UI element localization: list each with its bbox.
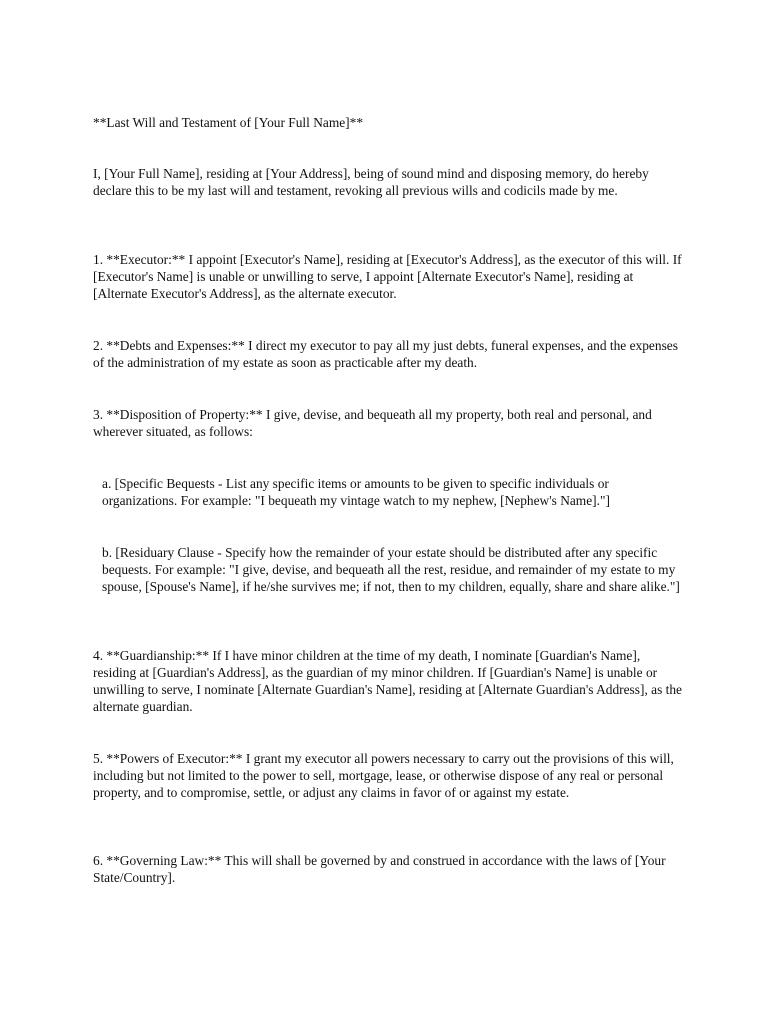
specific-bequests-clause: a. [Specific Bequests - List any specific items or amounts to be given to specific individuals or organizations. For example: "I bequeath my vintage watch to my nephew, [Nephew's Name]."] — [102, 476, 610, 508]
governing-law-clause: 6. **Governing Law:** This will shall be governed by and construed in accordance with the laws of [Your State/Country]. — [93, 853, 666, 885]
disposition-clause: 3. **Disposition of Property:** I give, devise, and bequeath all my property, both real and personal, and wherever situated, as follows: — [93, 407, 652, 439]
residuary-clause: b. [Residuary Clause - Specify how the remainder of your estate should be distributed after any specific bequests. For example: "I give, devise, and bequeath all the rest, residue, and remainder of my estate to my spouse, [Spouse's Name], if he/she survives me; if not, then to my children, equally, share and share alike."] — [102, 545, 680, 594]
document-title: **Last Will and Testament of [Your Full Name]** — [93, 115, 364, 130]
debts-clause: 2. **Debts and Expenses:** I direct my executor to pay all my just debts, funeral expenses, and the expenses of the administration of my estate as soon as practicable after my death. — [93, 338, 678, 370]
intro-paragraph: I, [Your Full Name], residing at [Your Address], being of sound mind and disposing memory, do hereby declare this to be my last will and testament, revoking all previous wills and codicils made by me. — [93, 166, 649, 198]
powers-clause: 5. **Powers of Executor:** I grant my executor all powers necessary to carry out the provisions of this will, including but not limited to the power to sell, mortgage, lease, or otherwise dispose of any real or personal property, and to compromise, settle, or adjust any claims in favor of or against my estate. — [93, 751, 674, 800]
guardianship-clause: 4. **Guardianship:** If I have minor children at the time of my death, I nominate [Guardian's Name], residing at [Guardian's Address], as the guardian of my minor children. If [Guardian's Name] is unable or unwilling to serve, I nominate [Alternate Guardian's Name], residing at [Alternate Guardian's Address], as the alternate guardian. — [93, 648, 682, 714]
executor-clause: 1. **Executor:** I appoint [Executor's Name], residing at [Executor's Address], as the executor of this will. If [Executor's Name] is unable or unwilling to serve, I appoint [Alternate Executor's Name], residing at [Alternate Executor's Address], as the alternate executor. — [93, 252, 682, 301]
